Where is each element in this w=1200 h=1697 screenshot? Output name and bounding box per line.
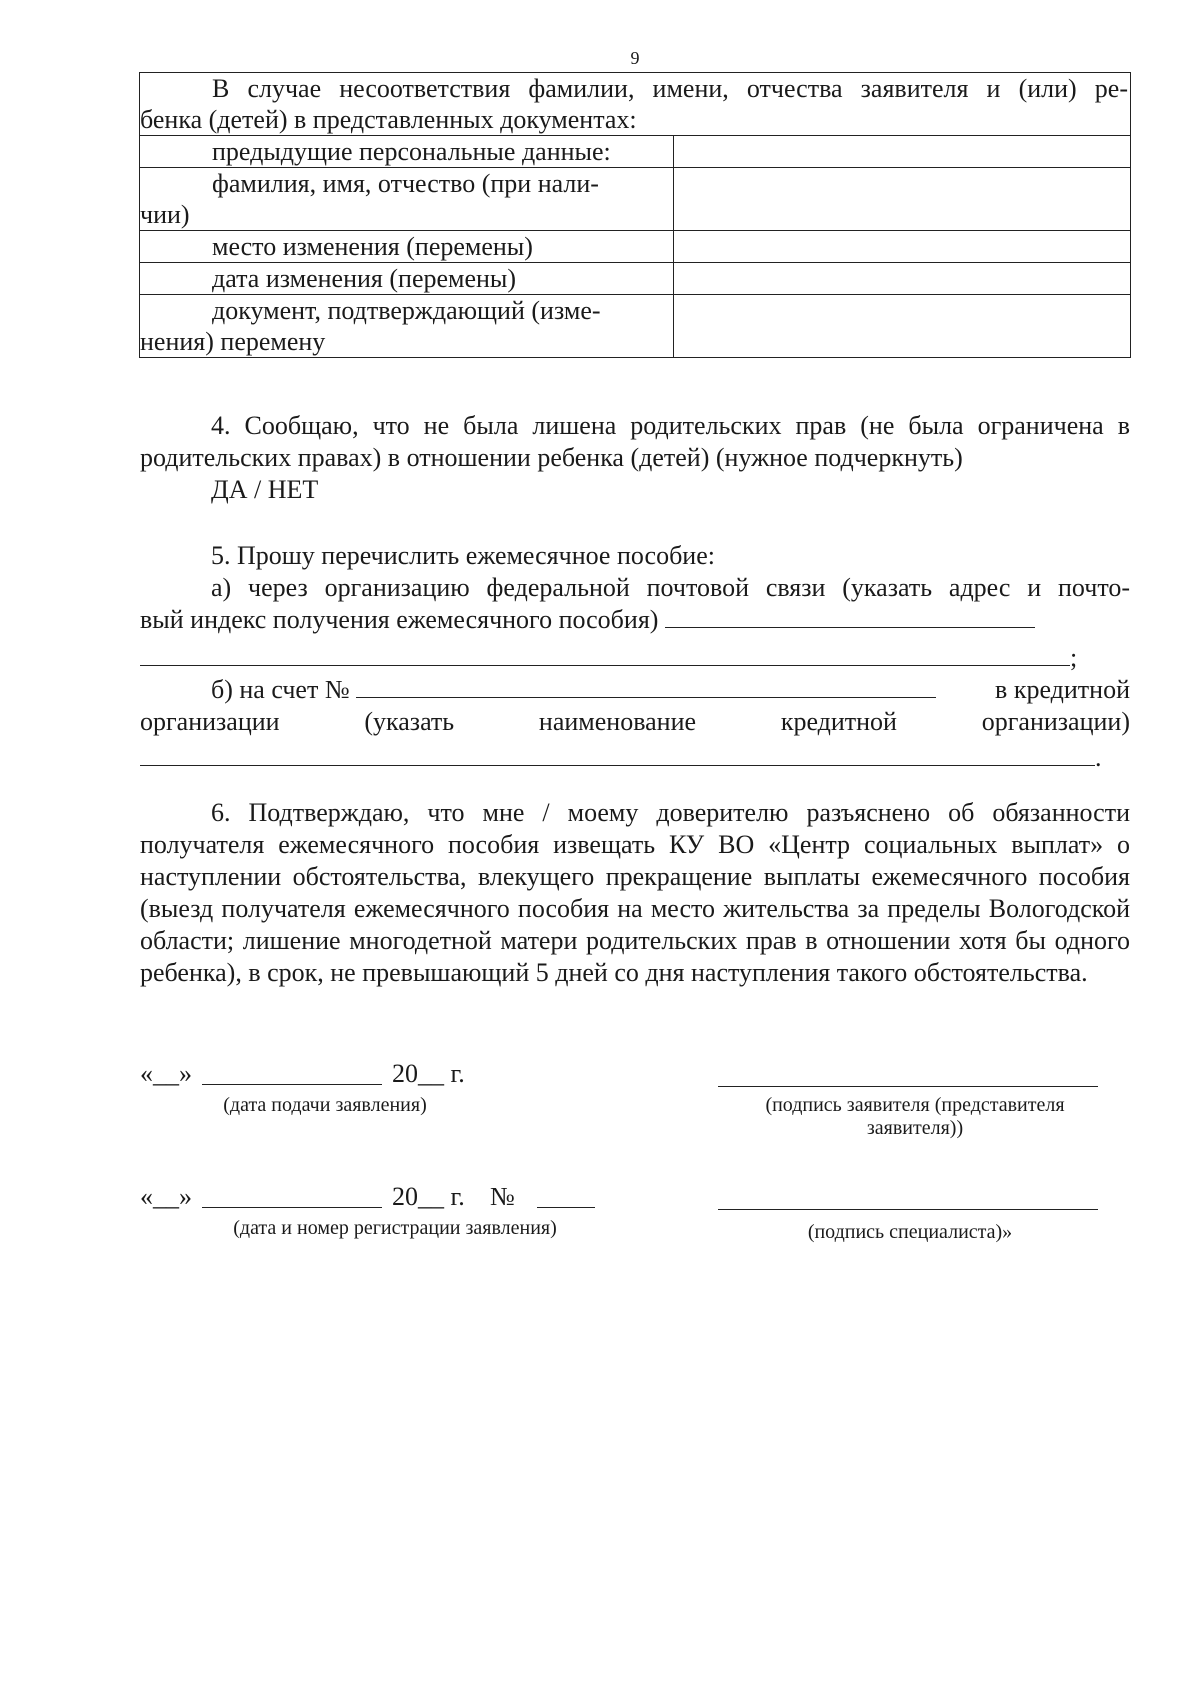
table-label-cell xyxy=(140,263,674,295)
table-header-cell xyxy=(140,73,1131,136)
section-4 xyxy=(140,410,1130,506)
table-value-cell[interactable] xyxy=(674,231,1131,263)
bank-name-field[interactable] xyxy=(140,743,1095,766)
section-5-b-end: . xyxy=(1095,743,1102,772)
page-number: 9 xyxy=(630,48,640,68)
b-word: (указать xyxy=(364,707,455,736)
b-word: организации) xyxy=(981,707,1130,736)
sig1-caption-line2: заявителя)) xyxy=(866,1117,964,1139)
section-5-a-text: а) через организацию федеральной почтовой связи (указать адрес и почто- xyxy=(211,573,1130,602)
table-row xyxy=(140,168,1131,231)
date2-field[interactable] xyxy=(202,1207,382,1208)
row-label-continuation: нения) перемену xyxy=(140,327,326,356)
b-word: организации xyxy=(140,707,280,736)
section-6-text: 6. Подтверждаю, что мне / моему доверителю разъяснено об обязанности получателя ежемесячного пособия извещать КУ ВО «Центр социальных выплат» о наступлении обстоятельства, влекущего прекращение выплаты ежемесячного пособия (выезд получателя ежемесячного пособия на место жительства за пределы Вологодской области; лишение многодетной матери родительских прав в отношении хотя бы одного ребенка), в срок, не превышающий 5 дней со дня наступления такого обстоятельства. xyxy=(140,798,1130,987)
date1-field[interactable] xyxy=(202,1084,382,1085)
section-6 xyxy=(140,797,1130,989)
table-value-cell[interactable] xyxy=(674,263,1131,295)
table-value-cell[interactable] xyxy=(674,168,1131,231)
postal-address-field-cont[interactable] xyxy=(140,643,1070,666)
table-row xyxy=(140,295,1131,358)
section-5-a-line xyxy=(140,604,1130,636)
section-4-options[interactable]: ДА / НЕТ xyxy=(211,475,319,504)
date2-open: «__» xyxy=(140,1182,192,1211)
section-5-b-line2 xyxy=(140,706,1130,738)
b-word: кредитной xyxy=(780,707,897,736)
section-5-title: 5. Прошу перечислить ежемесячное пособие: xyxy=(211,541,715,570)
section-5-a-end: ; xyxy=(1070,643,1078,672)
section-4-text: 4. Сообщаю, что не была лишена родительских прав (не была ограничена в родительских правах) в отношении ребенка (детей) (нужное подчеркнуть) xyxy=(140,411,1130,472)
personal-data-table xyxy=(139,72,1131,358)
section-5 xyxy=(140,540,1130,774)
table-value-cell[interactable] xyxy=(674,295,1131,358)
b-word: наименование xyxy=(538,707,697,736)
date2-caption: (дата и номер регистрации заявления) xyxy=(233,1217,557,1239)
applicant-signature-line[interactable] xyxy=(718,1086,1098,1087)
row-label: место изменения (перемены) xyxy=(212,232,533,261)
table-row xyxy=(140,263,1131,295)
row-label-continuation: чии) xyxy=(140,200,190,229)
account-number-field[interactable] xyxy=(356,675,936,698)
section-5-b-prefix: б) на счет № xyxy=(211,675,350,704)
section-5-b-line xyxy=(140,674,1130,706)
registration-number-field[interactable] xyxy=(537,1207,595,1208)
row-label: фамилия, имя, отчество (при нали- xyxy=(212,169,599,198)
date1-year: 20__ г. xyxy=(392,1059,465,1088)
table-value-cell[interactable] xyxy=(674,136,1131,168)
sig1-caption-line1: (подпись заявителя (представителя xyxy=(765,1094,1065,1116)
table-header-line2: бенка (детей) в представленных документах: xyxy=(140,105,637,134)
date2-number-label: № xyxy=(490,1182,515,1211)
section-5-a-text2: вый индекс получения ежемесячного пособия) xyxy=(140,605,659,634)
row-label: предыдущие персональные данные: xyxy=(212,137,611,166)
row-label: дата изменения (перемены) xyxy=(212,264,517,293)
date1-caption: (дата подачи заявления) xyxy=(223,1094,427,1116)
table-label-cell xyxy=(140,136,674,168)
table-row xyxy=(140,136,1131,168)
date1-open: «__» xyxy=(140,1059,192,1088)
table-header-line1: В случае несоответствия фамилии, имени, отчества заявителя и (или) ре- xyxy=(212,74,1128,103)
table-label-cell xyxy=(140,295,674,358)
specialist-signature-line[interactable] xyxy=(718,1209,1098,1210)
section-5-a-line2 xyxy=(140,642,1130,674)
row-label: документ, подтверждающий (изме- xyxy=(212,296,601,325)
postal-address-field[interactable] xyxy=(665,605,1035,628)
specialist-signature-caption: (подпись специалиста)» xyxy=(807,1221,1013,1243)
table-header-row xyxy=(140,73,1131,136)
section-5-b-suffix: в кредитной xyxy=(995,675,1130,704)
date2-year: 20__ г. xyxy=(392,1182,465,1211)
table-label-cell xyxy=(140,231,674,263)
table-label-cell xyxy=(140,168,674,231)
applicant-signature-caption xyxy=(700,1094,1130,1140)
table-row xyxy=(140,231,1131,263)
section-5-b-line3 xyxy=(140,742,1130,774)
